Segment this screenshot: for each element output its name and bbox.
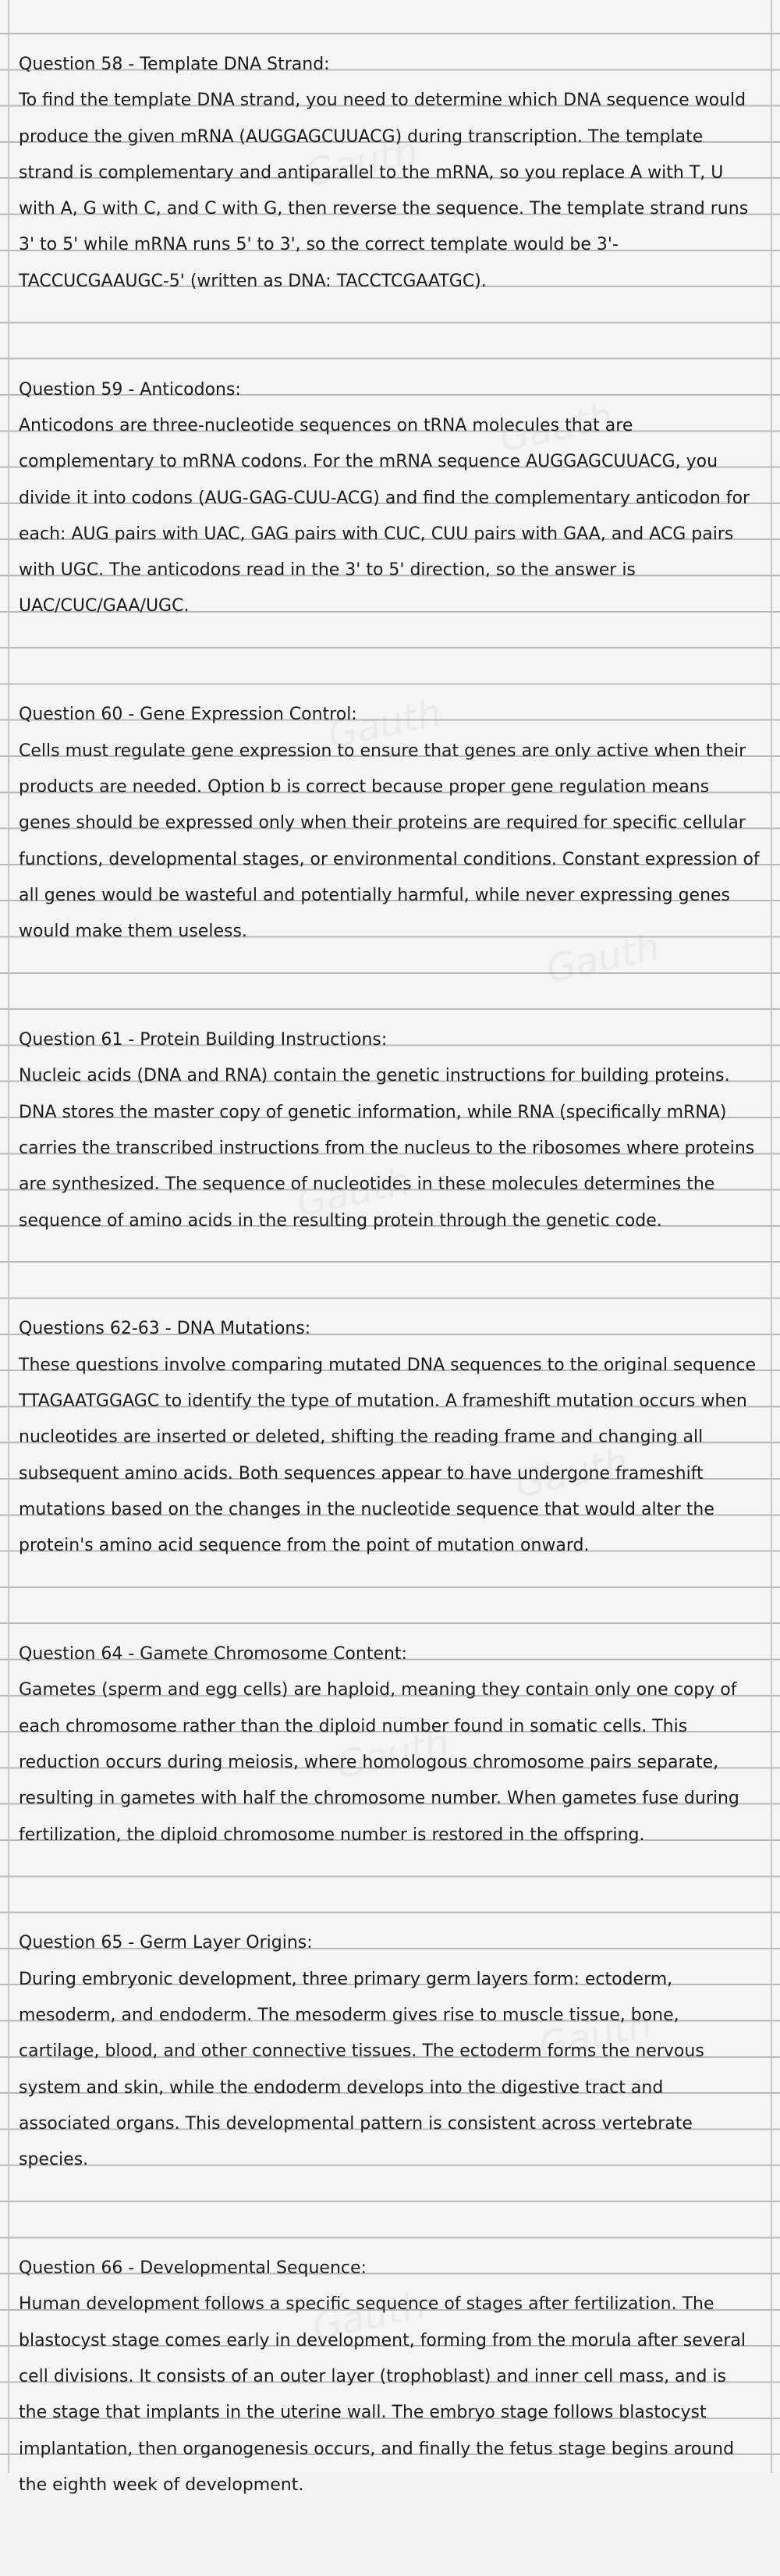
question-section xyxy=(19,2251,760,2503)
question-title: Question 64 - Gamete Chromosome Content: xyxy=(19,1644,407,1665)
question-body: During embryonic development, three primary germ layers form: ectoderm, mesoderm, and endoderm. The mesoderm gives rise to muscle tissue, bone, cartilage, blood, and other connective tissues. The ectoderm forms the nervous system and skin, while the endoderm develops into the digestive tract and associated organs. This developmental pattern is consistent across vertebrate species. xyxy=(19,1969,704,2170)
watermark-logo: Gauth xyxy=(300,129,422,196)
question-section xyxy=(19,47,760,300)
question-section xyxy=(19,1636,760,1853)
question-section xyxy=(19,1022,760,1239)
watermark-logo: Gauth xyxy=(324,691,445,758)
watermark-logo: Gauth xyxy=(292,1159,414,1226)
question-section xyxy=(19,372,760,625)
watermark-logo: Gauth xyxy=(542,925,664,992)
question-title: Question 59 - Anticodons: xyxy=(19,379,241,400)
question-title: Question 65 - Germ Layer Origins: xyxy=(19,1933,313,1953)
watermark-logo: Gauth xyxy=(308,2283,430,2350)
watermark-logo: Gauth xyxy=(495,394,617,461)
left-margin-line xyxy=(8,0,9,2473)
question-body: Cells must regulate gene expression to ensure that genes are only active when their products are needed. Option b is correct because proper gene regulation means genes should be expressed only when their proteins are required for specific cellular functions, developmental stages, or environmental conditions. Constant expression of all genes would be wasteful and potentially harmful, while never expressing genes would make them useless. xyxy=(19,741,760,942)
question-section xyxy=(19,697,760,950)
question-body: Human development follows a specific sequence of stages after fertilization. The blastocyst stage comes early in development, forming from the morula after several cell divisions. It consists of an outer layer (trophoblast) and inner cell mass, and is the stage that implants in the uterine wall. The embryo stage follows blastocyst implantation, then organogenesis occurs, and finally the fetus stage begins around the eighth week of development. xyxy=(19,2294,746,2495)
question-section xyxy=(19,1925,760,2178)
watermark-logo: Gauth xyxy=(534,2002,656,2069)
question-title: Question 58 - Template DNA Strand: xyxy=(19,55,330,74)
watermark-logo: Gauth xyxy=(332,1721,453,1788)
question-title: Question 60 - Gene Expression Control: xyxy=(19,705,357,725)
question-body: Nucleic acids (DNA and RNA) contain the genetic instructions for building proteins. DNA stores the master copy of genetic information, while RNA (specifically mRNA) carries the transcribed instructions from the nucleus to the ribosomes where proteins are synthesized. The sequence of nucleotides in these molecules determines the sequence of amino acids in the resulting protein through the genetic code. xyxy=(19,1066,755,1231)
watermark-logo: Gauth xyxy=(511,1440,633,1507)
question-body: These questions involve comparing mutated DNA sequences to the original sequence TTAGAATGGAGC to identify the type of mutation. A frameshift mutation occurs when nucleotides are inserted or deleted, shifting the reading frame and changing all subsequent amino acids. Both sequences appear to have undergone frameshift mutations based on the changes in the nucleotide sequence that would alter the protein's amino acid sequence from the point of mutation onward. xyxy=(19,1355,757,1556)
question-title: Question 61 - Protein Building Instructions: xyxy=(19,1030,388,1050)
answer-content xyxy=(19,47,760,2576)
question-section xyxy=(19,1311,760,1564)
right-margin-line xyxy=(771,0,772,2473)
question-body: Anticodons are three-nucleotide sequences on tRNA molecules that are complementary to mRNA codons. For the mRNA sequence AUGGAGCUUACG, you divide it into codons (AUG-GAG-CUU-ACG) and find the complementary anticodon for each: AUG pairs with UAC, GAG pairs with CUC, CUU pairs with GAA, and ACG pairs with UGC. The anticodons read in the 3' to 5' direction, so the answer is UAC/CUC/GAA/UGC. xyxy=(19,415,750,616)
question-title: Questions 62-63 - DNA Mutations: xyxy=(19,1319,311,1339)
question-title: Question 66 - Developmental Sequence: xyxy=(19,2258,367,2279)
question-body: Gametes (sperm and egg cells) are haploid, meaning they contain only one copy of each chromosome rather than the diploid number found in somatic cells. This reduction occurs during meiosis, where homologous chromosome pairs separate, resulting in gametes with half the chromosome number. When gametes fuse during fertilization, the diploid chromosome number is restored in the offspring. xyxy=(19,1680,739,1845)
question-body: To find the template DNA strand, you need to determine which DNA sequence would produce the given mRNA (AUGGAGCUUACG) during transcription. The template strand is complementary and antiparallel to the mRNA, so you replace A with T, U with A, G with C, and C with G, then reverse the sequence. The template strand runs 3' to 5' while mRNA runs 5' to 3', so the correct template would be 3'-TACCUCGAAUGC-5' (written as DNA: TACCTCGAATGC). xyxy=(19,91,749,291)
